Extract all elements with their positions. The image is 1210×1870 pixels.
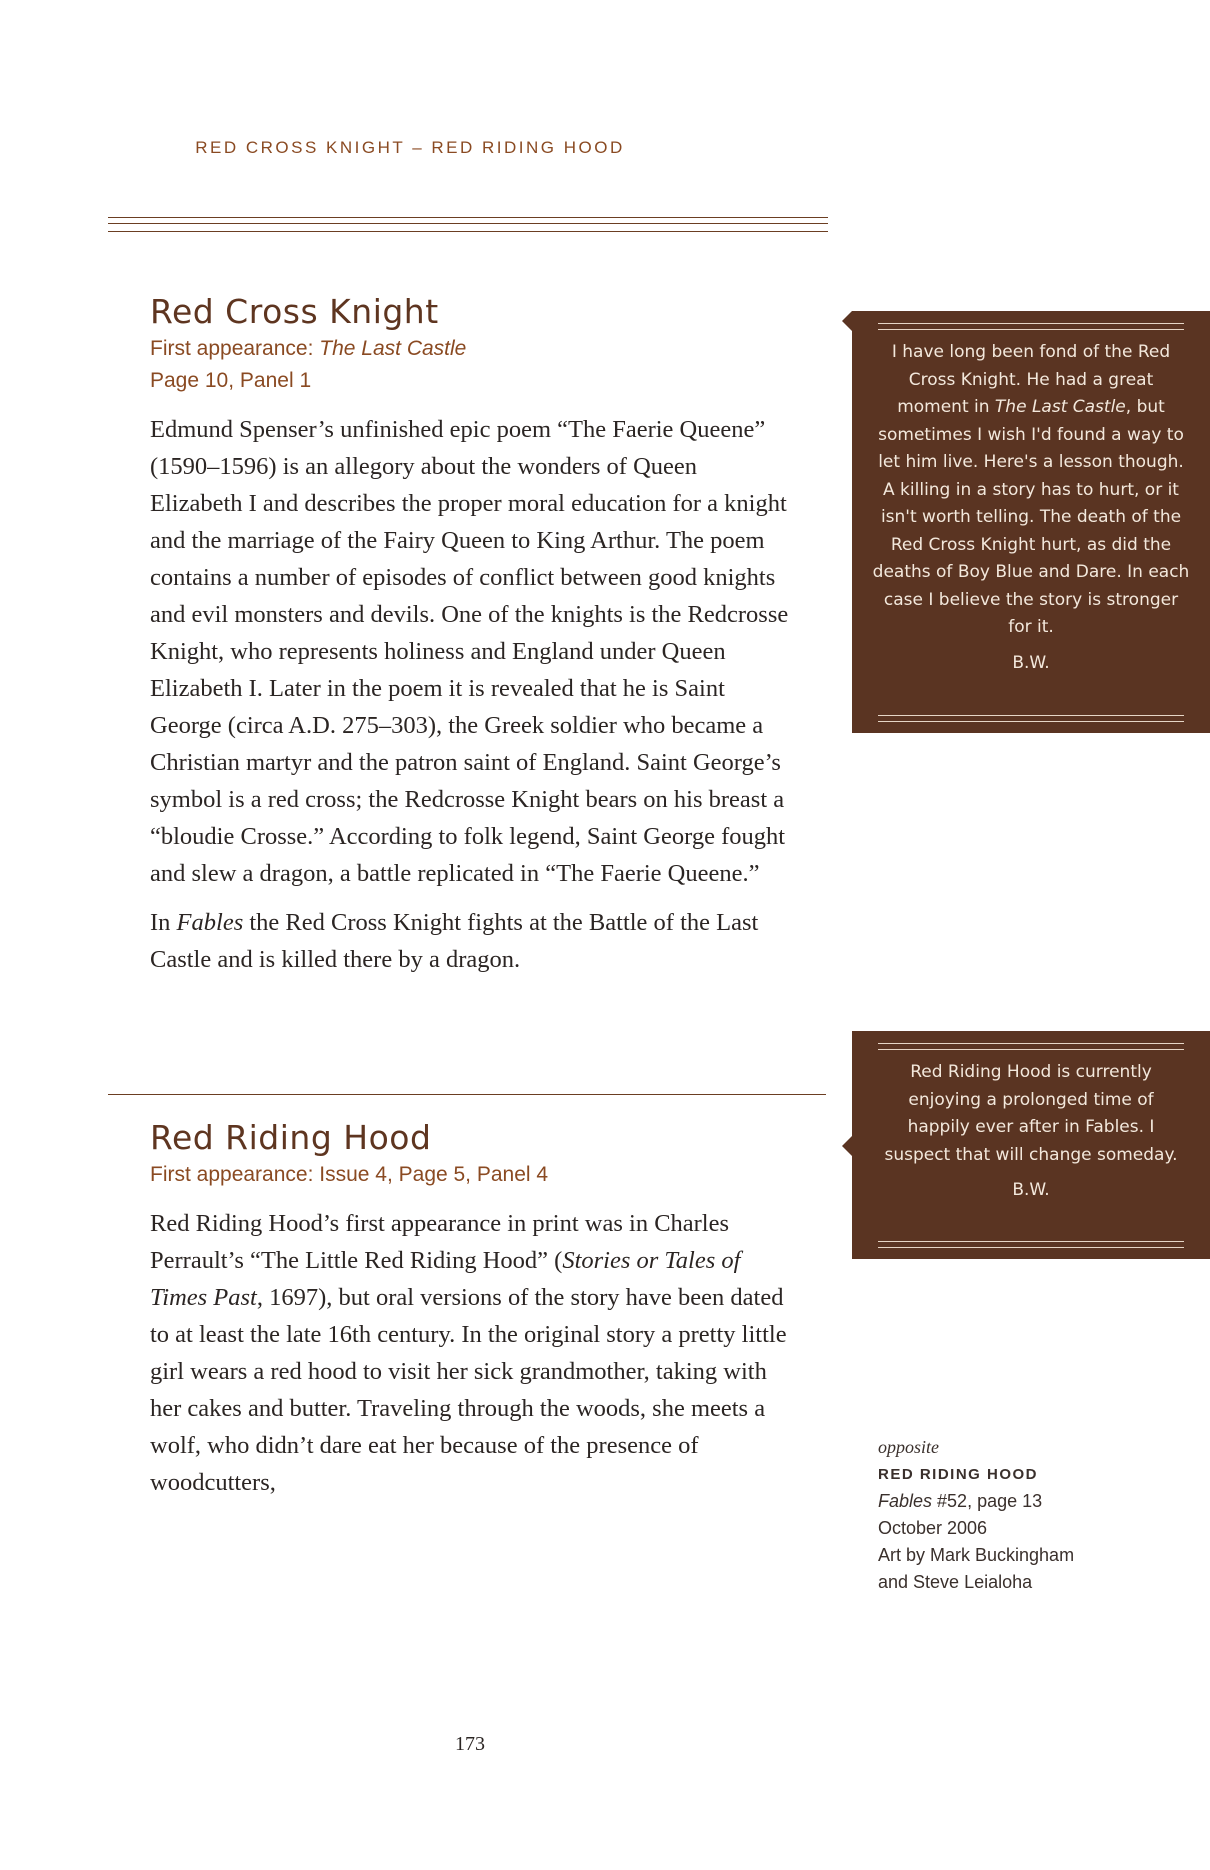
text-span: Red Riding Hood is currently enjoying a prolonged time of happily ever after in Fables. I suspect that will change someday.	[884, 1062, 1178, 1165]
entry-red-riding-hood	[150, 1118, 790, 1513]
text-span: I have long been fond of the Red Cross Knight. He had a great moment in	[891, 342, 1171, 417]
header-rule	[108, 217, 828, 232]
text-span: the Red Cross Knight fights at the Battle of the Last Castle and is killed there by a dragon.	[150, 909, 759, 973]
entry-body	[150, 411, 790, 978]
entry-red-cross-knight	[150, 292, 790, 990]
sidebar-notch	[842, 1136, 852, 1156]
sidebar-top-rule	[878, 1043, 1184, 1050]
caption-opposite: opposite	[878, 1437, 939, 1457]
entry-title: Red Riding Hood	[150, 1118, 432, 1157]
sidebar-signature: B.W.	[1012, 652, 1050, 673]
section-divider	[108, 1094, 826, 1095]
body-paragraph	[150, 904, 790, 978]
sidebar-bottom-rule	[878, 715, 1184, 722]
body-paragraph	[150, 1205, 790, 1501]
first-appearance	[150, 333, 790, 365]
image-caption	[878, 1434, 1178, 1596]
sidebar-note-red-riding-hood	[852, 1031, 1210, 1259]
text-span: , but sometimes I wish I'd found a way to let him live. Here's a lesson though. A killing in a story has to hurt, or it isn't worth telling. The death of the Red Cross Knight hurt, as did the deaths of Boy Blue and Dare. In each case I believe the story is stronger for it.	[872, 397, 1190, 637]
caption-issue	[878, 1488, 1178, 1515]
entry-title: Red Cross Knight	[150, 292, 439, 331]
page-number: 173	[455, 1733, 485, 1755]
caption-label: RED RIDING HOOD	[878, 1466, 1039, 1483]
caption-credit: Art by Mark Buckingham	[878, 1545, 1075, 1565]
italic-title: Fables	[878, 1491, 933, 1511]
text-span: Red Riding Hood’s first appearance in print was in Charles Perrault’s “The Little Red Riding Hood” (	[150, 1210, 730, 1274]
body-paragraph: Edmund Spenser’s unfinished epic poem “The Faerie Queene” (1590–1596) is an allegory about the wonders of Queen Elizabeth I and describes the proper moral education for a knight and the marriage of the Fairy Queen to King Arthur. The poem contains a number of episodes of conflict between good knights and evil monsters and devils. One of the knights is the Redcrosse Knight, who represents holiness and England under Queen Elizabeth I. Later in the poem it is revealed that he is Saint George (circa A.D. 275–303), the Greek soldier who became a Christian martyr and the patron saint of England. Saint George’s symbol is a red cross; the Redcrosse Knight bears on his breast a “bloudie Crosse.” According to folk legend, Saint George fought and slew a dragon, a battle replicated in “The Faerie Queene.”	[150, 416, 789, 887]
running-header: RED CROSS KNIGHT – RED RIDING HOOD	[195, 138, 625, 157]
first-appearance-work: The Last Castle	[319, 337, 467, 360]
sidebar-text	[872, 339, 1190, 677]
text-span: , 1697), but oral versions of the story have been dated to at least the late 16th century. In the original story a pretty little girl wears a red hood to visit her sick grandmother, taking with her cakes and butter. Traveling through the woods, she meets a wolf, who didn’t dare eat her because of the presence of woodcutters,	[150, 1284, 787, 1496]
first-appearance: First appearance: Issue 4, Page 5, Panel 4	[150, 1163, 549, 1186]
caption-credit: and Steve Leialoha	[878, 1572, 1033, 1592]
caption-date: October 2006	[878, 1518, 988, 1538]
sidebar-note-red-cross-knight	[852, 311, 1210, 733]
sidebar-bottom-rule	[878, 1241, 1184, 1248]
page-reference: Page 10, Panel 1	[150, 369, 312, 392]
sidebar-text	[882, 1059, 1180, 1205]
sidebar-top-rule	[878, 323, 1184, 330]
italic-title: Fables	[176, 909, 244, 936]
sidebar-notch	[842, 311, 852, 331]
italic-title: Stories or Tales of Times Past	[150, 1247, 741, 1311]
text-span: #52, page 13	[932, 1491, 1043, 1511]
first-appearance-label: First appearance:	[150, 337, 320, 360]
entry-body	[150, 1205, 790, 1501]
sidebar-signature: B.W.	[1012, 1180, 1050, 1200]
italic-title: The Last Castle	[994, 397, 1126, 417]
text-span: In	[150, 909, 177, 936]
